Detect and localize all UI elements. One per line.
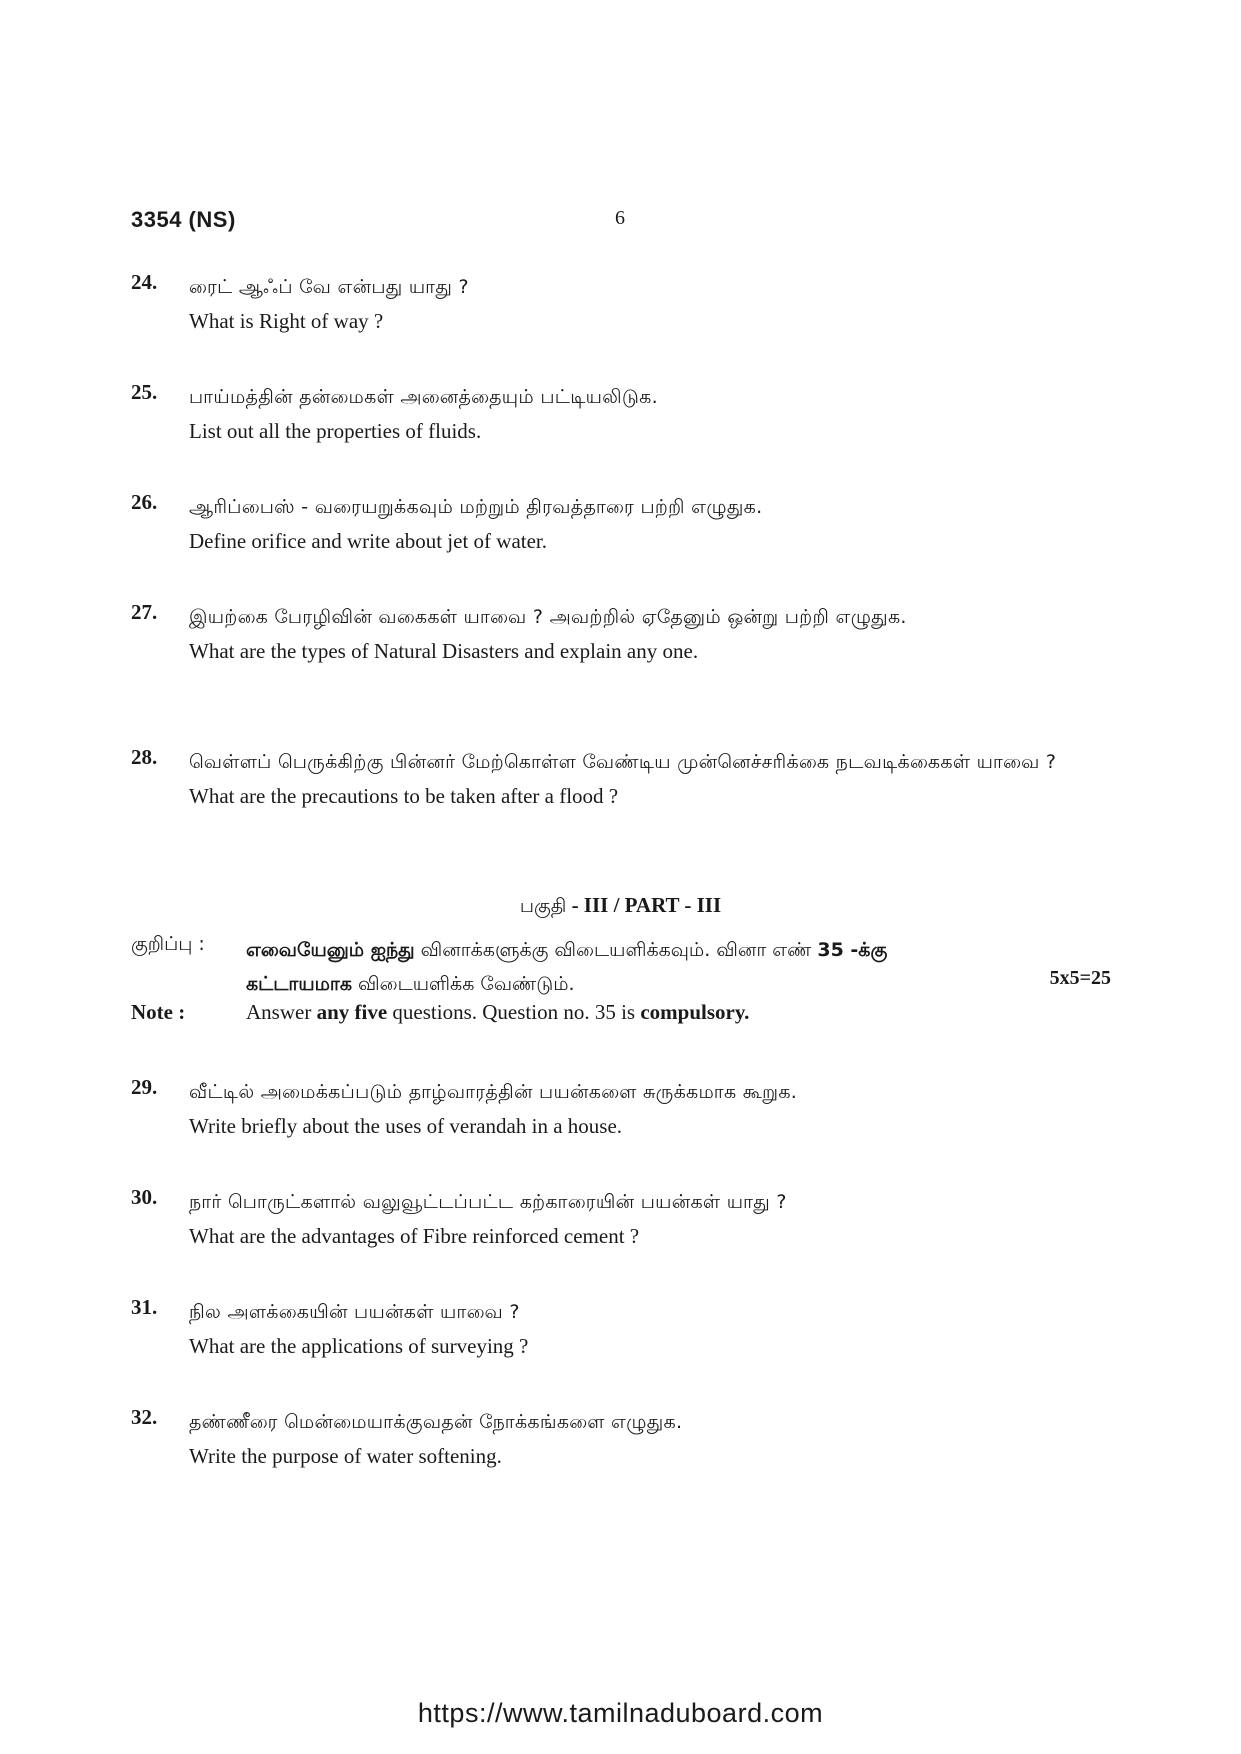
question-26	[131, 490, 1111, 558]
question-30	[131, 1185, 1111, 1253]
question-tamil: இயற்கை பேரழிவின் வகைகள் யாவை ? அவற்றில் ஏதேனும் ஒன்று பற்றி எழுதுக.	[189, 606, 907, 628]
question-english: What are the precautions to be taken after a flood ?	[189, 784, 619, 808]
question-number: 30.	[131, 1185, 158, 1209]
question-25	[131, 380, 1111, 448]
part-heading	[0, 893, 1241, 920]
question-27	[131, 600, 1111, 668]
note-english-label: Note :	[131, 1000, 186, 1024]
note-tamil-emphasis: கட்டாயமாக	[246, 973, 352, 995]
note-tamil-text: வினாக்களுக்கு விடையளிக்கவும். வினா எண்	[414, 939, 818, 961]
question-number: 29.	[131, 1075, 158, 1099]
question-english: What is Right of way ?	[189, 309, 384, 333]
note-tamil-text: விடையளிக்க வேண்டும்.	[351, 973, 575, 995]
part-heading-tamil: பகுதி	[519, 895, 567, 917]
question-tamil: வெள்ளப் பெருக்கிற்கு பின்னர் மேற்கொள்ள வேண்டிய முன்னெச்சரிக்கை நடவடிக்கைகள் யாவை ?	[189, 751, 1057, 773]
note-english-emphasis: compulsory.	[640, 1000, 750, 1024]
question-tamil: நில அளக்கையின் பயன்கள் யாவை ?	[189, 1301, 520, 1323]
note-tamil-emphasis: எவையேனும் ஐந்து	[246, 939, 415, 961]
question-tamil: ரைட் ஆஃப் வே என்பது யாது ?	[189, 276, 469, 298]
footer-url[interactable]: https://www.tamilnaduboard.com	[417, 1698, 824, 1728]
question-english: What are the applications of surveying ?	[189, 1334, 529, 1358]
question-english: Write the purpose of water softening.	[189, 1444, 502, 1468]
question-number: 31.	[131, 1295, 158, 1319]
question-english: Write briefly about the uses of verandah in a house.	[189, 1114, 623, 1138]
question-29	[131, 1075, 1111, 1143]
paper-code: 3354 (NS)	[131, 207, 236, 232]
question-32	[131, 1405, 1111, 1473]
part-heading-label: - III / PART - III	[566, 893, 722, 917]
note-english-emphasis: any five	[316, 1000, 388, 1024]
page-number: 6	[615, 207, 625, 229]
question-tamil: பாய்மத்தின் தன்மைகள் அனைத்தையும் பட்டியலிடுக.	[189, 386, 658, 408]
question-tamil: தண்ணீரை மென்மையாக்குவதன் நோக்கங்களை எழுதுக.	[189, 1411, 683, 1433]
note-tamil-label: குறிப்பு :	[131, 933, 205, 955]
question-number: 26.	[131, 490, 158, 514]
question-tamil: ஆரிப்பைஸ் - வரையறுக்கவும் மற்றும் திரவத்தாரை பற்றி எழுதுக.	[189, 496, 763, 518]
question-english: Define orifice and write about jet of water.	[189, 529, 548, 553]
question-28	[131, 745, 1111, 813]
question-24	[131, 270, 1111, 338]
question-number: 32.	[131, 1405, 158, 1429]
note-tamil-emphasis: 35 -க்கு	[817, 939, 888, 961]
question-number: 24.	[131, 270, 158, 294]
question-number: 27.	[131, 600, 158, 624]
question-tamil: நார் பொருட்களால் வலுவூட்டப்பட்ட கற்காரையின் பயன்கள் யாது ?	[189, 1191, 787, 1213]
question-english: What are the advantages of Fibre reinforced cement ?	[189, 1224, 640, 1248]
note-tamil	[131, 933, 1111, 1001]
note-english	[131, 1000, 1111, 1025]
question-tamil: வீட்டில் அமைக்கப்படும் தாழ்வாரத்தின் பயன்களை சுருக்கமாக கூறுக.	[189, 1081, 798, 1103]
note-tamil-body	[246, 933, 1111, 1001]
question-31	[131, 1295, 1111, 1363]
note-english-body	[246, 1000, 1111, 1025]
note-english-text: questions. Question no. 35 is	[387, 1000, 641, 1024]
question-english: What are the types of Natural Disasters and explain any one.	[189, 639, 699, 663]
question-english: List out all the properties of fluids.	[189, 419, 482, 443]
question-number: 28.	[131, 745, 158, 769]
question-number: 25.	[131, 380, 158, 404]
note-english-text: Answer	[246, 1000, 317, 1024]
marks-allocation: 5x5=25	[1049, 967, 1111, 989]
